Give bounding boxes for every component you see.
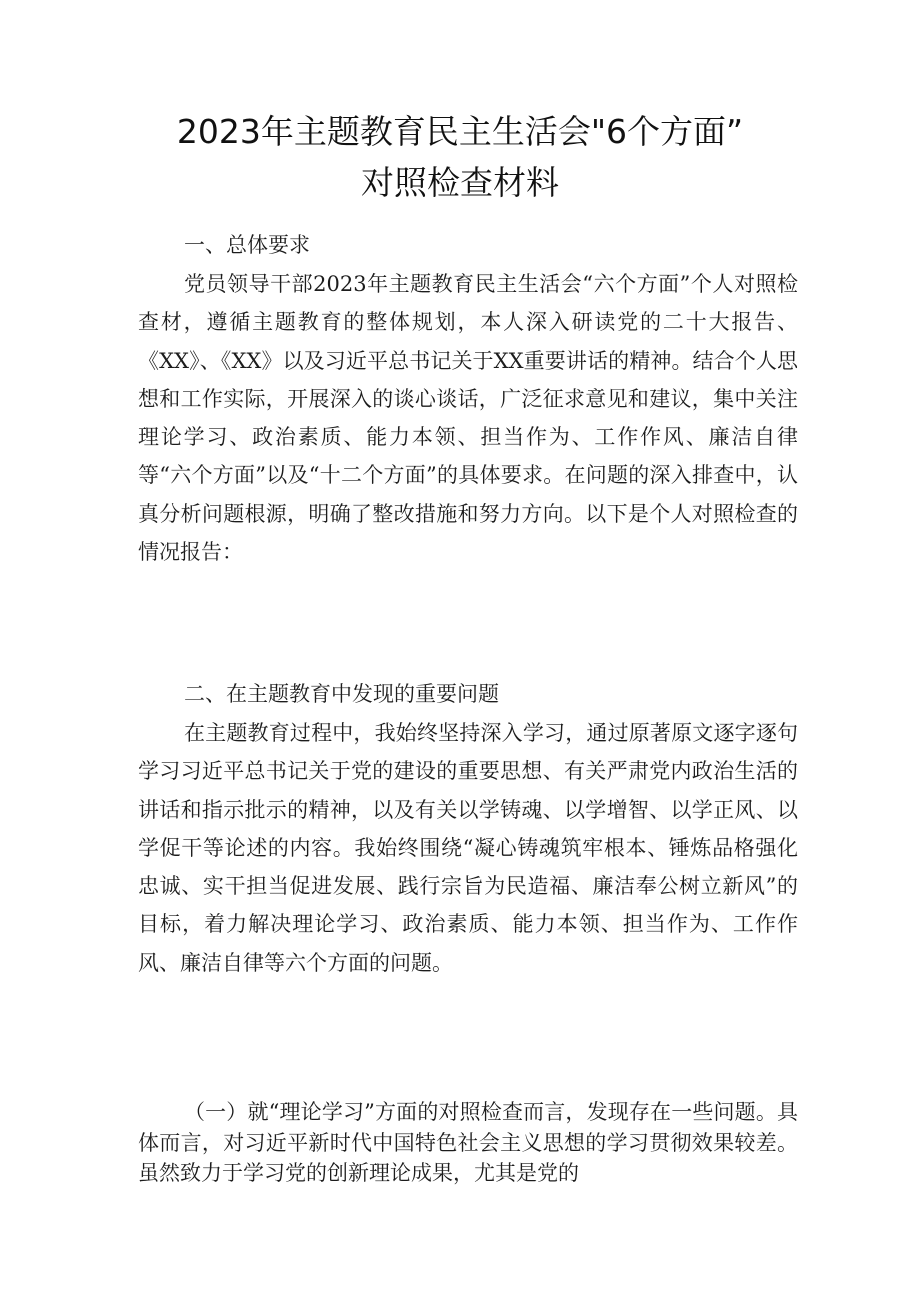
paragraph-theory-study: （一）就“理论学习”方面的对照检查而言，发现存在一些问题。具体而言，对习近平新时代中国特色社会主义思想的学习贯彻效果较差。虽然致力于学习党的创新理论成果，尤其是党的	[138, 1100, 798, 1185]
paragraph-important-problems: 在主题教育过程中，我始终坚持深入学习，通过原著原文逐字逐句学习习近平总书记关于党的建设的重要思想、有关严肃党内政治生活的讲话和指示批示的精神，以及有关以学铸魂、以学增智、以学正风、以学促干等论述的内容。我始终围绕“凝心铸魂筑牢根本、锤炼品格强化忠诚、实干担当促进发展、践行宗旨为民造福、廉洁奉公树立新风”的目标，着力解决理论学习、政治素质、能力本领、担当作为、工作作风、廉洁自律等六个方面的问题。	[138, 721, 798, 975]
document-title-line2: 对照检查材料	[361, 163, 559, 202]
section-heading-important-problems: 二、在主题教育中发现的重要问题	[184, 682, 499, 706]
paragraph-overall-requirements: 党员领导干部2023年主题教育民主生活会“六个方面”个人对照检查材，遵循主题教育的整体规划，本人深入研读党的二十大报告、《XX》、《XX》以及习近平总书记关于XX重要讲话的精神。结合个人思想和工作实际，开展深入的谈心谈话，广泛征求意见和建议，集中关注理论学习、政治素质、能力本领、担当作为、工作作风、廉洁自律等“六个方面”以及“十二个方面”的具体要求。在问题的深入排查中，认真分析问题根源，明确了整改措施和努力方向。以下是个人对照检查的情况报告：	[138, 272, 798, 565]
document-title-line1: 2023年主题教育民主生活会"6个方面”	[176, 112, 744, 151]
section-heading-overall-requirements: 一、总体要求	[184, 233, 310, 257]
